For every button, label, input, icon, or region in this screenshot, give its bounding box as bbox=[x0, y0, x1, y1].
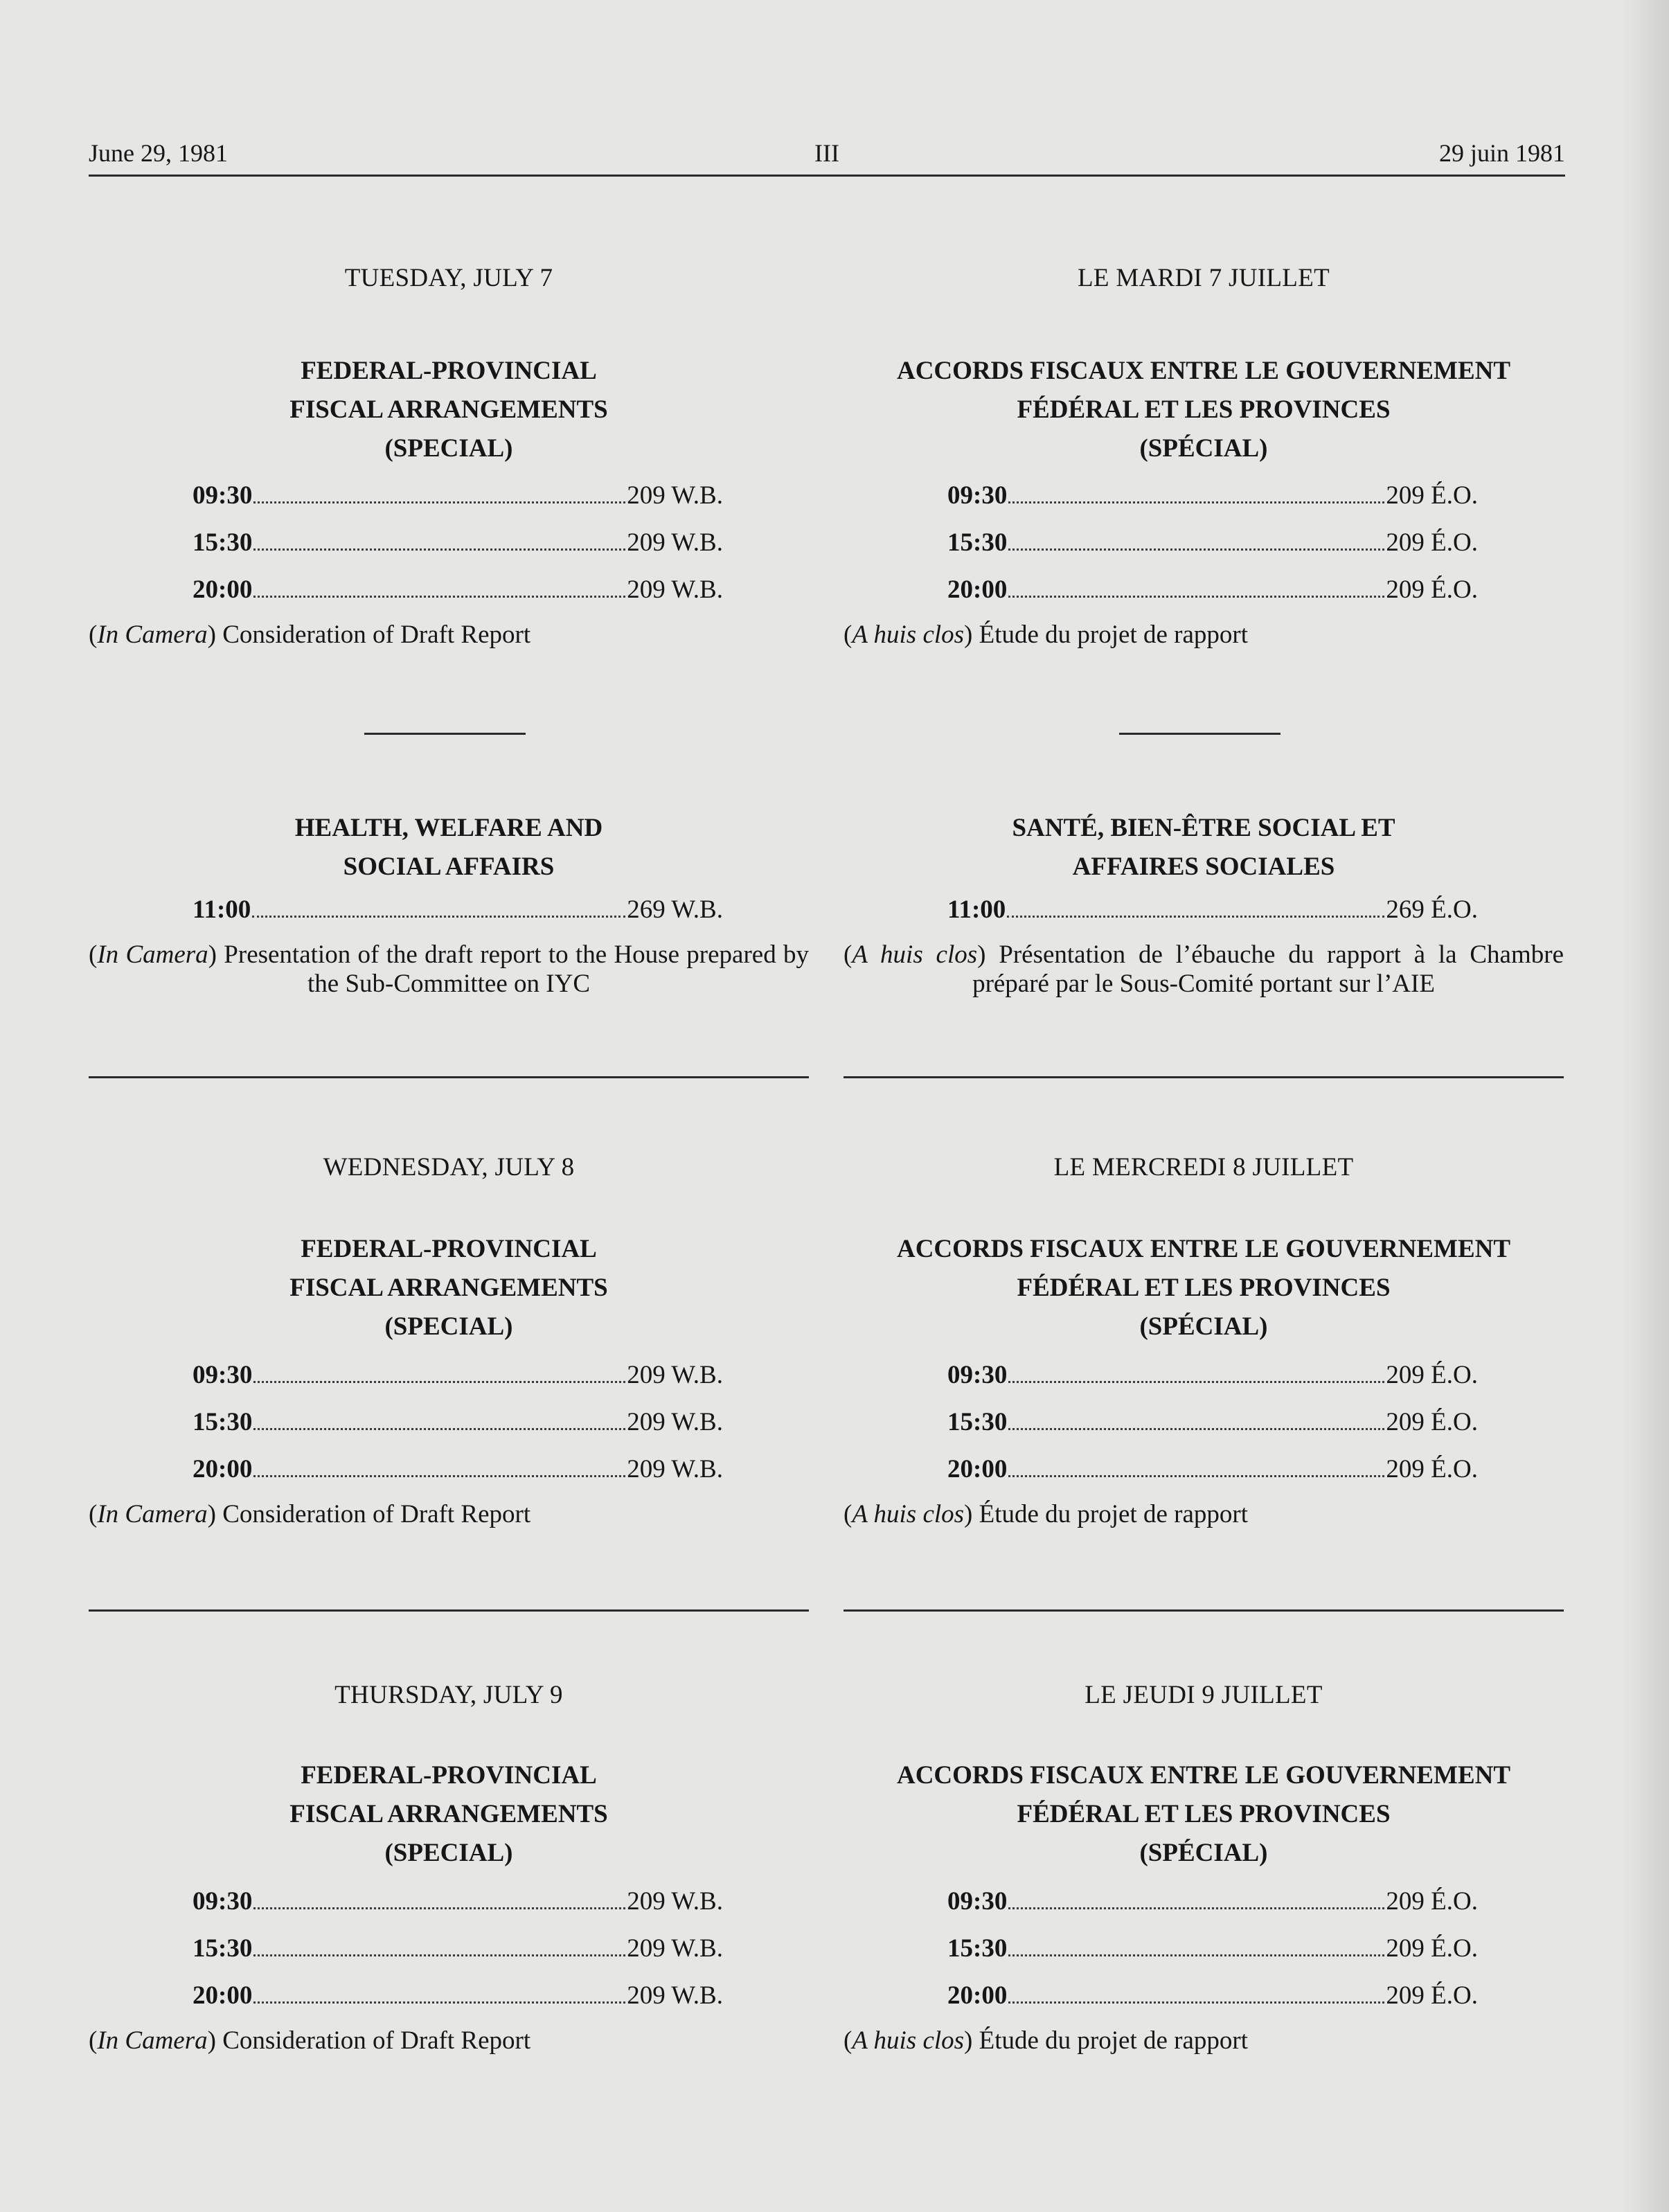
day-heading: LE MERCREDI 8 JUILLET bbox=[1053, 1153, 1354, 1181]
meeting-row: 09:30 209 É.O. bbox=[947, 481, 1478, 510]
meeting-note: (A huis clos) Étude du projet de rapport bbox=[844, 621, 1248, 649]
day-heading: LE MARDI 7 JUILLET bbox=[1077, 264, 1330, 292]
meeting-row: 20:00 209 É.O. bbox=[947, 1455, 1478, 1483]
committee-title: FÉDÉRAL ET LES PROVINCES bbox=[1017, 395, 1391, 424]
page-number: III bbox=[814, 139, 839, 167]
meeting-note: (In Camera) Consideration of Draft Report bbox=[89, 1500, 531, 1528]
divider-short bbox=[1119, 733, 1280, 735]
meeting-note: (In Camera) Consideration of Draft Report bbox=[89, 2026, 531, 2055]
divider-full bbox=[89, 1609, 809, 1612]
divider-full bbox=[844, 1609, 1564, 1612]
divider-full bbox=[844, 1076, 1564, 1078]
committee-title: FÉDÉRAL ET LES PROVINCES bbox=[1017, 1800, 1391, 1828]
meeting-row: 15:30 209 É.O. bbox=[947, 1934, 1478, 1963]
header-date-en: June 29, 1981 bbox=[89, 139, 228, 167]
committee-title: FISCAL ARRANGEMENTS bbox=[289, 1800, 608, 1828]
committee-title: (SPECIAL) bbox=[384, 434, 513, 463]
committee-title: FÉDÉRAL ET LES PROVINCES bbox=[1017, 1274, 1391, 1302]
page-edge-shadow bbox=[1621, 0, 1669, 2212]
meeting-row: 15:30 209 É.O. bbox=[947, 528, 1478, 557]
committee-title: ACCORDS FISCAUX ENTRE LE GOUVERNEMENT bbox=[896, 357, 1511, 385]
committee-title: AFFAIRES SOCIALES bbox=[1072, 853, 1335, 881]
committee-title: FISCAL ARRANGEMENTS bbox=[289, 1274, 608, 1302]
meeting-row: 20:00 209 W.B. bbox=[193, 1455, 723, 1483]
running-head bbox=[89, 136, 1565, 177]
meeting-row: 09:30 209 W.B. bbox=[193, 1361, 723, 1389]
committee-title: FEDERAL-PROVINCIAL bbox=[301, 1235, 597, 1263]
divider-full bbox=[89, 1076, 809, 1078]
committee-title: HEALTH, WELFARE AND bbox=[294, 814, 603, 842]
meeting-row: 09:30 209 É.O. bbox=[947, 1361, 1478, 1389]
meeting-note: (A huis clos) Étude du projet de rapport bbox=[844, 2026, 1248, 2055]
meeting-note: (A huis clos) Étude du projet de rapport bbox=[844, 1500, 1248, 1528]
committee-title: FEDERAL-PROVINCIAL bbox=[301, 1761, 597, 1790]
meeting-note: (A huis clos) Présentation de l’ébauche du rapport à la Chambre préparé par le Sous-Comité portant sur l’AIE bbox=[844, 940, 1564, 998]
committee-title: (SPÉCIAL) bbox=[1139, 1312, 1268, 1341]
meeting-row: 09:30 209 W.B. bbox=[193, 1887, 723, 1916]
day-heading: WEDNESDAY, JULY 8 bbox=[323, 1153, 575, 1181]
day-heading: TUESDAY, JULY 7 bbox=[344, 264, 553, 292]
meeting-row: 11:00 269 W.B. bbox=[193, 895, 723, 924]
meeting-row: 15:30 209 W.B. bbox=[193, 528, 723, 557]
meeting-row: 20:00 209 W.B. bbox=[193, 1981, 723, 2010]
meeting-note: (In Camera) Consideration of Draft Report bbox=[89, 621, 531, 649]
committee-title: (SPECIAL) bbox=[384, 1839, 513, 1867]
meeting-row: 15:30 209 W.B. bbox=[193, 1408, 723, 1436]
divider-short bbox=[364, 733, 526, 735]
meeting-row: 11:00 269 É.O. bbox=[947, 895, 1478, 924]
meeting-row: 09:30 209 W.B. bbox=[193, 481, 723, 510]
meeting-row: 15:30 209 W.B. bbox=[193, 1934, 723, 1963]
meeting-note: (In Camera) Presentation of the draft report to the House prepared by the Sub-Committee on IYC bbox=[89, 940, 809, 998]
header-date-fr: 29 juin 1981 bbox=[1438, 139, 1565, 167]
committee-title: FEDERAL-PROVINCIAL bbox=[301, 357, 597, 385]
meeting-row: 09:30 209 É.O. bbox=[947, 1887, 1478, 1916]
committee-title: (SPÉCIAL) bbox=[1139, 1839, 1268, 1867]
meeting-row: 20:00 209 É.O. bbox=[947, 1981, 1478, 2010]
committee-title: ACCORDS FISCAUX ENTRE LE GOUVERNEMENT bbox=[896, 1235, 1511, 1263]
committee-title: ACCORDS FISCAUX ENTRE LE GOUVERNEMENT bbox=[896, 1761, 1511, 1790]
committee-title: (SPÉCIAL) bbox=[1139, 434, 1268, 463]
day-heading: LE JEUDI 9 JUILLET bbox=[1085, 1681, 1323, 1709]
committee-title: SANTÉ, BIEN-ÊTRE SOCIAL ET bbox=[1012, 814, 1395, 842]
meeting-row: 20:00 209 É.O. bbox=[947, 576, 1478, 604]
committee-title: (SPECIAL) bbox=[384, 1312, 513, 1341]
day-heading: THURSDAY, JULY 9 bbox=[334, 1681, 563, 1709]
committee-title: FISCAL ARRANGEMENTS bbox=[289, 395, 608, 424]
meeting-row: 20:00 209 W.B. bbox=[193, 576, 723, 604]
committee-title: SOCIAL AFFAIRS bbox=[343, 853, 555, 881]
meeting-row: 15:30 209 É.O. bbox=[947, 1408, 1478, 1436]
